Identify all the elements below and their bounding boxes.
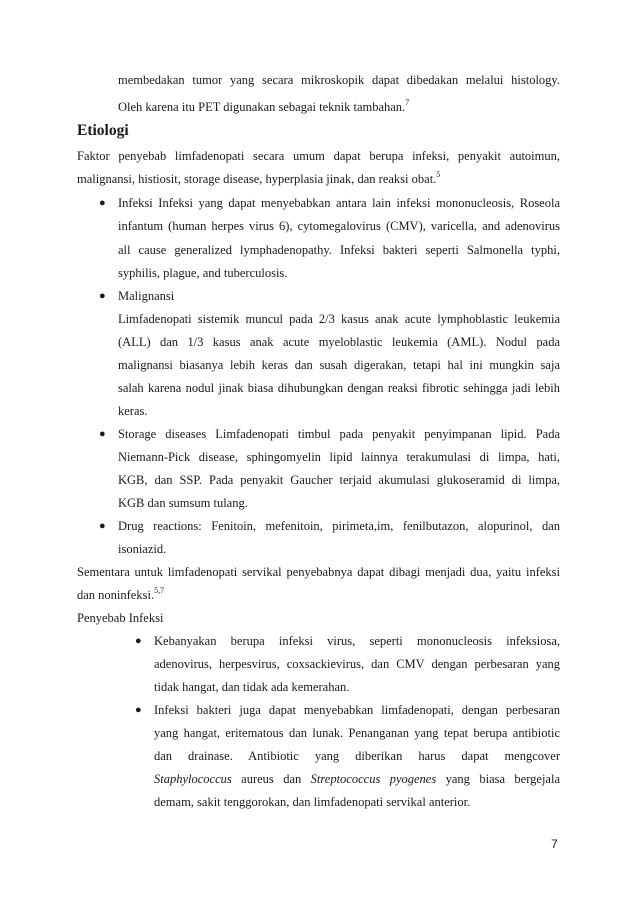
bullet-drug-line: isoniazid. [118,542,167,556]
italic-term: Staphylococcus [154,772,232,786]
bullet-malignansi-line: Limfadenopati sistemik muncul pada 2/3 kasus anak acute lymphoblastic leukemia [118,312,560,326]
bullet-malignansi-line: malignansi biasanya lebih keras dan susah digerakan, tetapi hal ini mungkin saja [118,358,560,372]
section-heading-etiologi: Etiologi [77,122,129,139]
bullet-infeksi-line: syphilis, plague, and tuberculosis. [118,266,288,280]
sub-bullet-1-line: Kebanyakan berupa infeksi virus, seperti mononucleosis infeksiosa, [154,634,560,648]
paragraph-2-line-1: Sementara untuk limfadenopati servikal penyebabnya dapat dibagi menjadi dua, yaitu infeksi [77,565,560,579]
bullet-storage-line: Storage diseases Limfadenopati timbul pada penyakit penyimpanan lipid. Pada [118,427,560,441]
bullet-malignansi-line: (ALL) dan 1/3 kasus anak acute myeloblastic leukemia (AML). Nodul pada [118,335,560,349]
bullet-storage-line: Niemann-Pick disease, sphingomyelin lipid lainnya terakumulasi di limpa, hati, [118,450,560,464]
paragraph-1-line-1: Faktor penyebab limfadenopati secara umum dapat berupa infeksi, penyakit autoimun, [77,149,560,163]
bullet-icon: ● [135,635,142,647]
bullet-storage-line: KGB, dan SSP. Pada penyakit Gaucher terjaid akumulasi glukoseramid di limpa, [118,473,560,487]
bullet-drug-line: Drug reactions: Fenitoin, mefenitoin, pirimeta,im, fenilbutazon, alopurinol, dan [118,519,560,533]
bullet-icon: ● [99,428,106,440]
italic-term: Streptococcus pyogenes [310,772,437,786]
sub-bullet-2-line: demam, sakit tenggorokan, dan limfadenopati servikal anterior. [154,795,471,809]
bullet-storage-line: KGB dan sumsum tulang. [118,496,248,510]
bullet-infeksi-line: infantum (human herpes virus 6), cytomegalovirus (CMV), varicella, and adenovirus [118,219,560,233]
citation: 5 [436,170,441,180]
paragraph-2-line-2: dan noninfeksi.$^{5,7}$ [77,586,165,602]
bullet-malignansi-title: Malignansi [118,289,175,303]
citation: 5,7 [154,586,165,596]
paragraph-1-line-2: malignansi, histiosit, storage disease, hyperplasia jinak, dan reaksi obat.$^5$ [77,170,441,186]
sub-bullet-2-line: yang hangat, eritematous dan lunak. Penanganan yang tepat berupa antibiotic [154,726,560,740]
bullet-icon: ● [99,520,106,532]
sub-heading-penyebab-infeksi: Penyebab Infeksi [77,611,164,625]
bullet-icon: ● [99,197,106,209]
sub-bullet-2-line: Staphylococcus aureus dan Streptococcus pyogenes yang biasa bergejala [154,772,561,786]
sub-bullet-1-line: adenovirus, herpesvirus, coxsackievirus, dan CMV dengan perbesaran yang [154,657,560,671]
sub-bullet-2-line: Infeksi bakteri juga dapat menyebabkan limfadenopati, dengan perbesaran [154,703,560,717]
page-number: 7 [551,837,558,851]
bullet-malignansi-line: keras. [118,404,148,418]
sub-bullet-1-line: tidak hangat, dan tidak ada kemerahan. [154,680,350,694]
bullet-infeksi-line: all cause generalized lymphadenopathy. Infeksi bakteri seperti Salmonella typhi, [118,243,560,257]
intro-line-2: Oleh karena itu PET digunakan sebagai teknik tambahan.$^7$ [118,98,410,114]
bullet-icon: ● [99,290,106,302]
sub-bullet-2-line: dan drainase. Antibiotic yang diberikan harus dapat mengcover [154,749,560,763]
bullet-malignansi-line: salah karena nodul jinak biasa dihubungkan dengan reaksi fibrotic sehingga jadi lebih [118,381,560,395]
bullet-infeksi-line: Infeksi Infeksi yang dapat menyebabkan antara lain infeksi mononucleosis, Roseola [118,196,560,210]
citation: 7 [405,98,410,108]
bullet-icon: ● [135,704,142,716]
intro-line-1: membedakan tumor yang secara mikroskopik dapat dibedakan melalui histology. [118,73,560,87]
